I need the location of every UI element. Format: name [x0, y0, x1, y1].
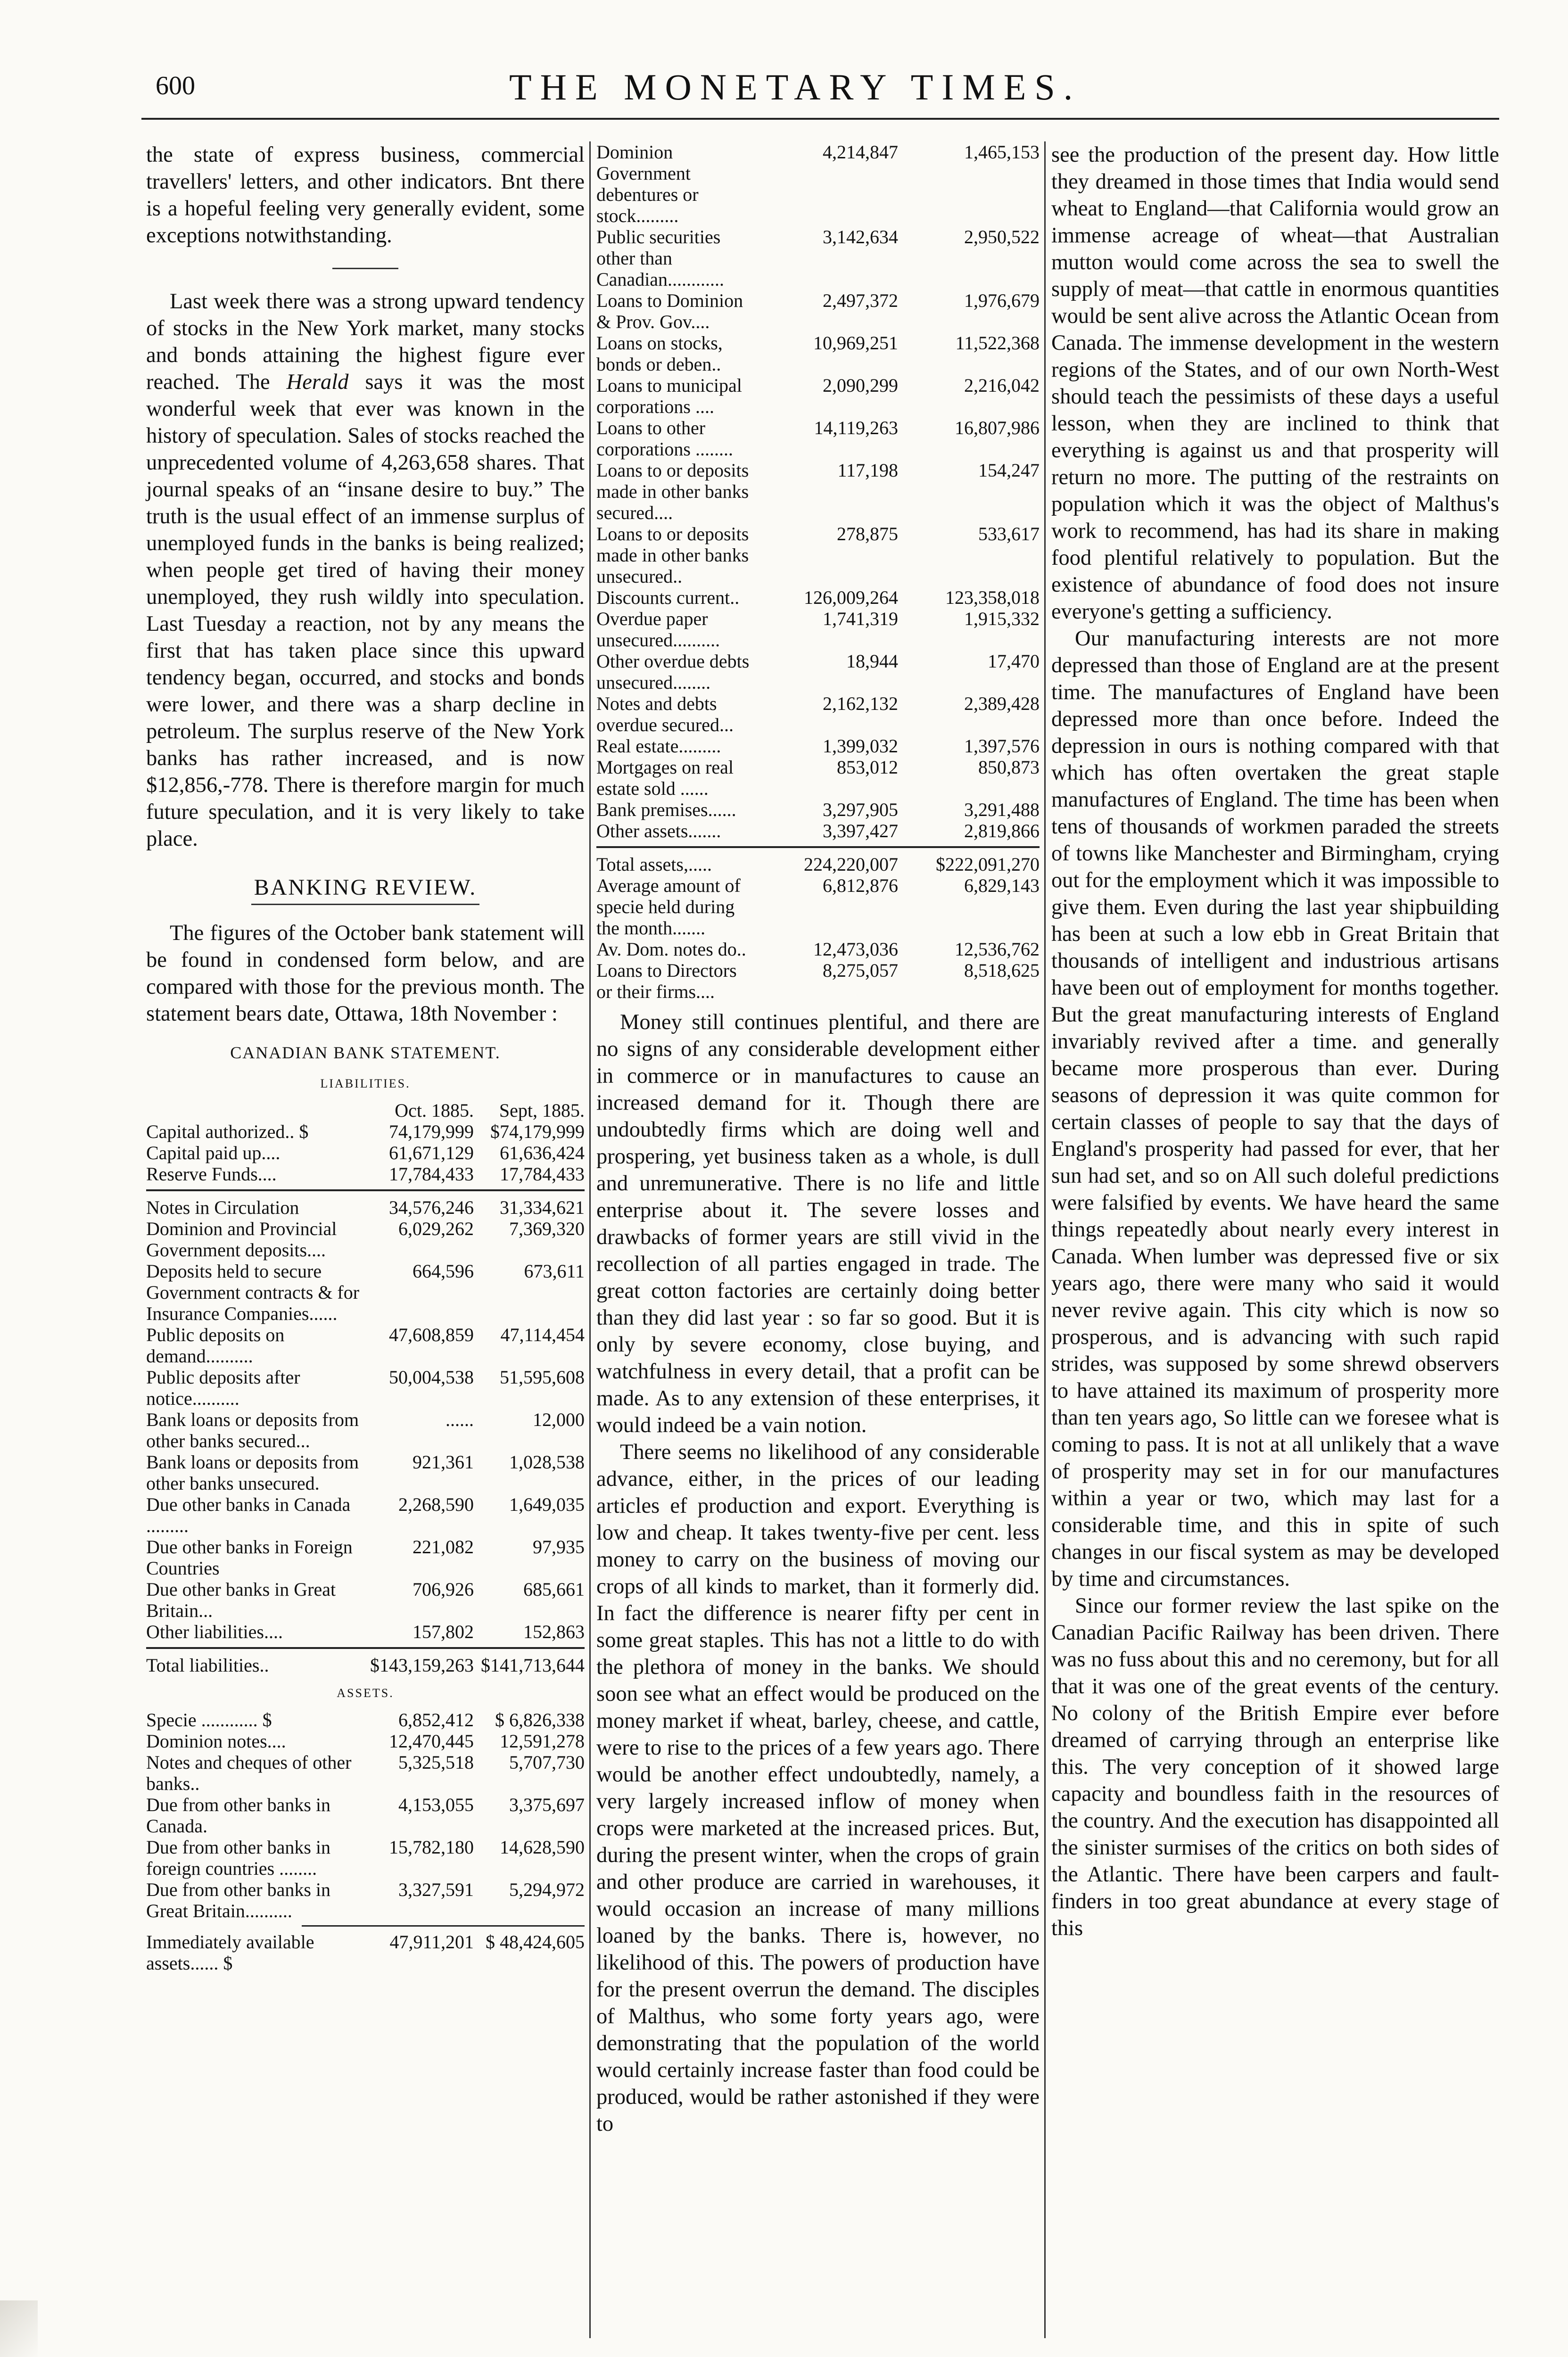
row-value-oct: 853,012 — [837, 757, 898, 778]
row-value-sept: 6,829,143 — [964, 875, 1040, 896]
row-label: Loans to other corporations ........ — [596, 417, 733, 460]
row-value-oct: 6,852,412 — [398, 1709, 474, 1731]
table-title: CANADIAN BANK STATEMENT. — [230, 1043, 501, 1062]
table-row — [146, 1794, 585, 1837]
table-row — [596, 417, 1040, 460]
row-value-sept: 61,636,424 — [500, 1142, 585, 1163]
row-value-oct: 47,608,859 — [389, 1324, 474, 1345]
row-value-sept: 2,216,042 — [964, 375, 1040, 396]
row-value-sept: 2,389,428 — [964, 693, 1040, 714]
column-header-oct: Oct. 1885. — [395, 1100, 474, 1121]
table-asset-rows — [146, 1709, 585, 1921]
row-value-sept: 31,334,621 — [500, 1197, 585, 1218]
table-row — [146, 1261, 585, 1324]
row-value-oct: 664,596 — [413, 1261, 474, 1282]
table-row-immediately-available: Immediately available assets...... $ 47,911,201 $ 48,424,605 — [146, 1931, 585, 1974]
table-row — [146, 1142, 585, 1163]
row-value-sept: 8,518,625 — [964, 960, 1040, 981]
row-value-oct: 2,090,299 — [823, 375, 898, 396]
table-row — [596, 523, 1040, 587]
row-label: Due other banks in Foreign Countries — [146, 1536, 353, 1579]
table-row-total-assets: Total assets,..... 224,220,007 $222,091,270 — [596, 854, 1040, 875]
table-row — [146, 1494, 585, 1536]
table-row — [146, 1752, 585, 1794]
row-value-sept: 5,707,730 — [509, 1752, 585, 1773]
table-row — [596, 960, 1040, 1002]
row-value-sept: 3,375,697 — [509, 1794, 585, 1815]
row-value-sept: $ 6,826,338 — [495, 1709, 585, 1731]
table-row — [596, 141, 1040, 226]
row-label: Av. Dom. notes do.. — [596, 939, 746, 960]
table-row — [146, 1197, 585, 1218]
table-column-headers — [146, 1100, 585, 1121]
row-value-oct: 61,671,129 — [389, 1142, 474, 1163]
row-value-oct: 50,004,538 — [389, 1367, 474, 1388]
row-label: Specie ............ $ — [146, 1709, 272, 1731]
row-label: Average amount of specie held during the month....... — [596, 875, 741, 939]
row-label: Real estate......... — [596, 735, 721, 757]
table-row — [596, 587, 1040, 608]
page-number: 600 — [156, 71, 195, 100]
row-label: Discounts current.. — [596, 587, 740, 608]
column-3 — [1051, 141, 1499, 1942]
row-value-oct: 4,153,055 — [398, 1794, 474, 1815]
table-continued — [596, 141, 1040, 1002]
paragraph-intro: The figures of the October bank statement will be found in condensed form below, and are compared with those for the previous month. The statement bears date, Ottawa, 18th November : — [146, 921, 585, 1026]
row-value-oct: 10,969,251 — [813, 332, 898, 354]
row-value-oct: 12,470,445 — [389, 1731, 474, 1752]
row-value-oct: 1,741,319 — [823, 608, 898, 629]
row-value-oct: 921,361 — [413, 1451, 474, 1473]
row-value-sept: 97,935 — [533, 1536, 585, 1558]
paragraph: the state of express business, commercial travellers' letters, and other indicators. Bnt there is a hopeful feeling very generally evident, some exceptions notwithstanding. — [146, 143, 585, 247]
row-value-sept: 14,628,590 — [500, 1837, 585, 1858]
row-label: Dominion and Provincial Government deposits.... — [146, 1218, 337, 1261]
table-asset-rows-continued — [596, 141, 1040, 841]
row-value-sept: 1,649,035 — [509, 1494, 585, 1515]
row-label: Due from other banks in Great Britain.......... — [146, 1879, 331, 1921]
row-value-oct: 3,327,591 — [398, 1879, 474, 1900]
row-label: Other assets....... — [596, 820, 721, 841]
column-1 — [146, 141, 585, 1974]
row-value-oct: 6,029,262 — [398, 1218, 474, 1239]
section-heading: BANKING REVIEW. — [146, 874, 585, 901]
row-label: Due other banks in Great Britain... — [146, 1579, 336, 1621]
row-value-oct: 2,497,372 — [823, 290, 898, 311]
row-value-oct: 117,198 — [837, 460, 898, 481]
row-value-sept: 17,470 — [988, 651, 1040, 672]
row-value-sept: $74,179,999 — [490, 1121, 585, 1142]
column-divider-1 — [589, 141, 591, 2338]
row-value-oct: 2,268,590 — [398, 1494, 474, 1515]
table-row — [146, 1536, 585, 1579]
row-label: Due other banks in Canada ......... — [146, 1494, 351, 1536]
row-value-sept: 850,873 — [978, 757, 1040, 778]
row-value-oct: 6,812,876 — [823, 875, 898, 896]
table-row — [146, 1579, 585, 1621]
assets-heading: ASSETS. — [337, 1686, 394, 1700]
paragraph: Since our former review the last spike on the Canadian Pacific Railway has been driven. There was no fuss about this and no ceremony, but for all that it was one of the great events of the century. No colony of the British Empire ever before dreamed of carrying through an enterprise like this. The very conception of it showed large capacity and boundless faith in the resources of the country. And the execution has disappointed all the sinister surmises of the critics on both sides of the Atlantic. There have been carpers and fault-finders in too great abundance at every stage of this — [1051, 1594, 1500, 1940]
table-rule — [146, 1189, 585, 1191]
table-row — [596, 735, 1040, 757]
row-value-sept: 1,915,332 — [964, 608, 1040, 629]
table-row — [596, 939, 1040, 960]
row-value-oct: 5,325,518 — [398, 1752, 474, 1773]
table-row — [596, 332, 1040, 375]
row-value-sept: 123,358,018 — [945, 587, 1040, 608]
scan-artifact — [0, 2300, 38, 2357]
row-label: Dominion Government debentures or stock......... — [596, 141, 699, 226]
column-header-sept: Sept, 1885. — [499, 1100, 585, 1121]
table-row — [146, 1163, 585, 1185]
row-label: Public deposits on demand.......... — [146, 1324, 285, 1367]
row-value-sept: 11,522,368 — [955, 332, 1040, 354]
row-label: Reserve Funds.... — [146, 1163, 277, 1185]
row-value-sept: 12,591,278 — [500, 1731, 585, 1752]
row-label: Public deposits after notice.......... — [146, 1367, 300, 1409]
row-label: Bank premises...... — [596, 799, 736, 820]
table-averages-rows — [596, 875, 1040, 1002]
table-rule — [302, 1925, 585, 1927]
table-row — [596, 651, 1040, 693]
publication-title: THE MONETARY TIMES. — [509, 66, 1081, 107]
row-label: Other overdue debts unsecured........ — [596, 651, 750, 693]
table-capital-rows — [146, 1121, 585, 1185]
row-value-oct: 74,179,999 — [389, 1121, 474, 1142]
row-value-sept: 533,617 — [978, 523, 1040, 544]
row-value-sept: 5,294,972 — [509, 1879, 585, 1900]
section-separator — [332, 268, 398, 269]
paragraph: There seems no likelihood of any considerable advance, either, in the prices of our leading articles ef production and export. Everything is low and cheap. It takes twenty-five per cent. less money to carry on the business of moving our crops of all kinds to market, than it formerly did. In fact the difference is nearer fifty per cent in some great staples. This has not a little to do with the plethora of money in the banks. We should soon see what an effect would be produced on the money market if wheat, barley, cheese, and cattle, were to rise to the prices of a few years ago. There would be another effect undoubtedly, namely, a very largely increased inflow of money when crops were marketed at the increased prices. But, during the present winter, when the crops of grain and other produce are carried in warehouses, it would occasion an increase of many millions loaned by the banks. There is, however, no likelihood of this. The powers of production have for the present overrun the demand. The disciples of Malthus, who some forty years ago, were demonstrating that the population of the world would certainly increase faster than food could be produced, would be rather astonished if they were to — [596, 1440, 1040, 2136]
row-label: Loans to or deposits made in other banks secured.... — [596, 460, 749, 523]
herald-name: Herald — [286, 370, 349, 394]
row-label: Dominion notes.... — [146, 1731, 286, 1752]
table-row — [596, 375, 1040, 417]
row-value-oct: 12,473,036 — [813, 939, 898, 960]
row-value-oct: 706,926 — [413, 1579, 474, 1600]
row-value-oct: 3,397,427 — [823, 820, 898, 841]
table-row — [146, 1731, 585, 1752]
table-row — [596, 460, 1040, 523]
table-row — [146, 1879, 585, 1921]
row-label: Notes and debts overdue secured... — [596, 693, 734, 735]
row-value-oct: 4,214,847 — [823, 141, 898, 163]
row-label: Deposits held to secure Government contracts & for Insurance Companies...... — [146, 1261, 360, 1324]
row-value-sept: 154,247 — [978, 460, 1040, 481]
table-row — [596, 608, 1040, 651]
row-label: Loans to or deposits made in other banks unsecured.. — [596, 523, 749, 587]
row-value-sept: 152,863 — [523, 1621, 585, 1642]
table-rule — [146, 1647, 585, 1649]
table-row-total-liabilities: Total liabilities.. $143,159,263 $141,713,644 — [146, 1655, 585, 1676]
row-value-oct: 3,142,634 — [823, 226, 898, 247]
row-value-sept: 1,028,538 — [509, 1451, 585, 1473]
row-value-sept: 1,465,153 — [964, 141, 1040, 163]
row-value-sept: 2,950,522 — [964, 226, 1040, 247]
table-row — [596, 820, 1040, 841]
row-label: Public securities other than Canadian............ — [596, 226, 725, 290]
header-rule — [141, 118, 1499, 120]
table-row — [596, 799, 1040, 820]
paragraph: see the production of the present day. How little they dreamed in those times that India would send wheat to England—that California would grow an immense acreage of wheat—that Australian mutton would come across the sea to swell the supply of meat—that cattle in enormous quantities would be sent alive across the Atlantic Ocean from Canada. The immense development in the western regions of the States, and of our own North-West should teach the pessimists of these days a useful lesson, when they are inclined to think that everything is against us and that prosperity will return no more. The putting of the restraints on population which it was the object of Malthus's work to recommend, has had its share in making food plentiful relatively to population. But the existence of abundance of food does not insure everyone's getting a sufficiency. — [1051, 143, 1499, 624]
row-value-oct: 18,944 — [846, 651, 898, 672]
row-label: Mortgages on real estate sold ...... — [596, 757, 734, 799]
row-label: Loans on stocks, bonds or deben.. — [596, 332, 723, 375]
row-label: Loans to municipal corporations .... — [596, 375, 742, 417]
paragraph: Money still continues plentiful, and there are no signs of any considerable development either in commerce or in manufactures to cause an increased demand for it. Though there are undoubtedly firms which are doing well and prospering, yet business taken as a whole, is dull and unremunerative. There is no life and little enterprise about it. The severe losses and drawbacks of former years are still vivid in the recollection of all parties engaged in trade. The great cotton factories are certainly doing better than they did last year : so far so good. But it is only by severe economy, close buying, and watchfulness in every detail, that a profit can be made. As to any extension of these enterprises, it would indeed be a vain notion. — [596, 1010, 1040, 1437]
table-row — [146, 1218, 585, 1261]
row-label: Notes in Circulation — [146, 1197, 299, 1218]
row-label: Overdue paper unsecured.......... — [596, 608, 720, 651]
table-row — [596, 757, 1040, 799]
row-label: Bank loans or deposits from other banks secured... — [146, 1409, 359, 1451]
row-value-oct: 157,802 — [413, 1621, 474, 1642]
table-row — [596, 290, 1040, 332]
row-value-sept: 2,819,866 — [964, 820, 1040, 841]
row-value-oct: 8,275,057 — [823, 960, 898, 981]
row-label: Bank loans or deposits from other banks unsecured. — [146, 1451, 359, 1494]
table-row — [146, 1121, 585, 1142]
row-label: Notes and cheques of other banks.. — [146, 1752, 352, 1794]
row-value-oct: 221,082 — [413, 1536, 474, 1558]
table-row — [596, 226, 1040, 290]
row-value-sept: 12,536,762 — [955, 939, 1040, 960]
paragraph: Our manufacturing interests are not more depressed than those of England are at the present time. The manufactures of England have been depressed more than once before. Indeed the depression in ours is nothing compared with that which has often overtaken the great staple manufactures of England. The time has been when tens of thousands of workmen paraded the streets of towns like Manchester and Birmingham, crying out for the employment which it was impossible to give them. Even during the last year shipbuilding has been at such a low ebb in Great Britain that thousands of intelligent and industrious artisans have been out of employment for months together. But the great manufacturing interests of England invariably revived after a time. and generally became more prosperous than ever. During seasons of depression it was quite common for certain classes of people to say that the days of England's prosperity had passed for ever, that her sun had set, and so on All such doleful predictions were falsified by events. We have heard the same things repeatedly about nearly every interest in Canada. When lumber was depressed five or six years ago, there were many who said it would never revive again. This city which is now so prosperous, and is advancing with such rapid strides, was supposed by some shrewd observers to have attained its maximum of prosperity more than ten years ago, So little can we foresee what is coming to pass. It is not at all unlikely that a wave of prosperity may set in for our manufactures within a year or two, which may last for a considerable time, and this in spite of such changes in our fiscal system as may be developed by time and circumstances. — [1051, 626, 1499, 1591]
paragraph-stocks: Last week there was a strong upward tendency of stocks in the New York market, many stocks and bonds attaining the highest figure ever reached. The Herald says it was the most wonderful week that ever was known in the history of speculation. Sales of stocks reached the unprecedented volume of 4,263,658 shares. That journal speaks of an “insane desire to buy.” The truth is the usual effect of an immense surplus of unemployed funds in the banks is being realized; when people get tired of having their money unemployed, they rush wildly into speculation. Last Tuesday a reaction, not by any means the first that has taken place since this upward tendency began, occurred, and stocks and bonds were lower, and there was a sharp decline in petroleum. The surplus reserve of the New York banks has rather increased, and is now $12,856,-778. There is therefore margin for much future speculation, and it is very likely to take place. — [146, 289, 585, 851]
row-label: Loans to Directors or their firms.... — [596, 960, 737, 1002]
row-label: Loans to Dominion & Prov. Gov.... — [596, 290, 743, 332]
table-rule — [596, 846, 1040, 848]
row-value-oct: ...... — [446, 1409, 474, 1430]
row-value-oct: 1,399,032 — [823, 735, 898, 757]
row-value-oct: 126,009,264 — [804, 587, 898, 608]
row-value-sept: 51,595,608 — [500, 1367, 585, 1388]
table-row — [146, 1324, 585, 1367]
table-row — [146, 1837, 585, 1879]
row-value-oct: 34,576,246 — [389, 1197, 474, 1218]
row-value-oct: 3,297,905 — [823, 799, 898, 820]
row-value-sept: 685,661 — [523, 1579, 585, 1600]
table-row — [596, 875, 1040, 939]
table-liability-rows — [146, 1197, 585, 1642]
row-value-sept: 1,976,679 — [964, 290, 1040, 311]
row-value-sept: 12,000 — [533, 1409, 585, 1430]
row-value-oct: 278,875 — [837, 523, 898, 544]
row-value-oct: 2,162,132 — [823, 693, 898, 714]
table-row — [146, 1451, 585, 1494]
row-value-oct: 17,784,433 — [389, 1163, 474, 1185]
table-row — [146, 1367, 585, 1409]
row-label: Due from other banks in Canada. — [146, 1794, 331, 1837]
column-divider-2 — [1044, 141, 1046, 2338]
row-value-sept: 1,397,576 — [964, 735, 1040, 757]
row-value-sept: 17,784,433 — [500, 1163, 585, 1185]
page-header — [0, 0, 1568, 132]
row-label: Capital authorized.. $ — [146, 1121, 309, 1142]
table-row — [146, 1409, 585, 1451]
table-row — [146, 1621, 585, 1642]
liabilities-heading: LIABILITIES. — [320, 1077, 411, 1090]
row-value-oct: 14,119,263 — [814, 417, 898, 438]
row-label: Due from other banks in foreign countries ........ — [146, 1837, 331, 1879]
row-value-sept: 3,291,488 — [964, 799, 1040, 820]
row-label: Other liabilities.... — [146, 1621, 283, 1642]
row-label: Capital paid up.... — [146, 1142, 281, 1163]
table-row — [146, 1709, 585, 1731]
table-row — [596, 693, 1040, 735]
row-value-oct: 15,782,180 — [389, 1837, 474, 1858]
row-value-sept: 7,369,320 — [509, 1218, 585, 1239]
row-value-sept: 16,807,986 — [955, 417, 1040, 438]
column-2 — [596, 141, 1040, 2137]
row-value-sept: 673,611 — [524, 1261, 585, 1282]
row-value-sept: 47,114,454 — [500, 1324, 585, 1345]
